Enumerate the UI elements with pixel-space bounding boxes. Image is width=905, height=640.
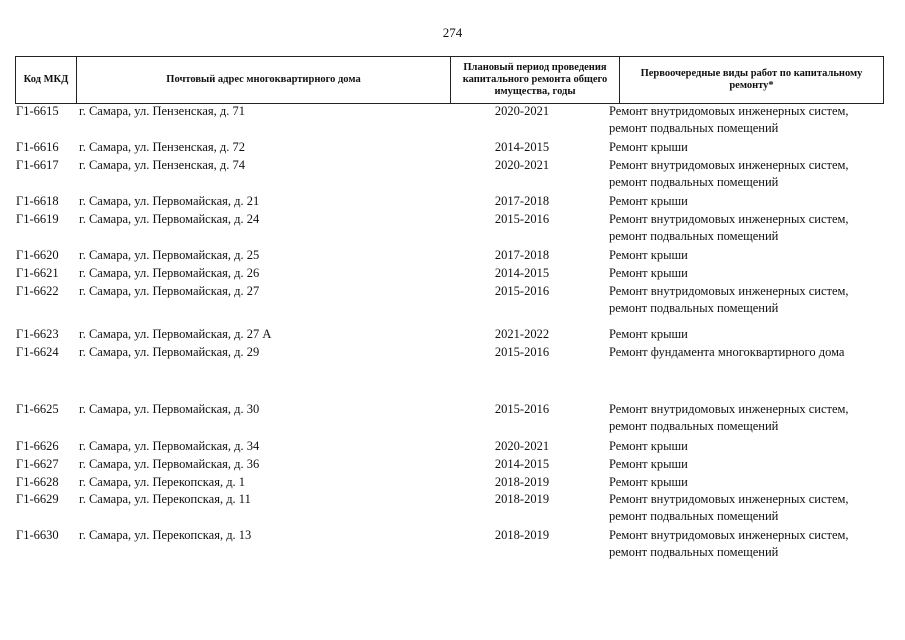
row-works: Ремонт крыши xyxy=(609,457,688,471)
row-period: 2018-2019 xyxy=(494,492,550,506)
row-works: Ремонт крыши xyxy=(609,327,688,341)
row-works: Ремонт крыши xyxy=(609,475,688,489)
row-code: Г1-6615 xyxy=(16,104,59,118)
row-works-cont: ремонт подвальных помещений xyxy=(609,121,779,135)
row-code: Г1-6625 xyxy=(16,402,59,416)
row-address: г. Самара, ул. Перекопская, д. 1 xyxy=(79,475,246,489)
header-works: Первоочередные виды работ по капитальному ремонту* xyxy=(619,57,884,103)
row-works: Ремонт внутридомовых инженерных систем, xyxy=(609,284,849,298)
row-address: г. Самара, ул. Первомайская, д. 29 xyxy=(79,345,260,359)
row-period: 2020-2021 xyxy=(494,104,550,118)
row-works-cont: ремонт подвальных помещений xyxy=(609,419,779,433)
row-works-cont: ремонт подвальных помещений xyxy=(609,545,779,559)
row-works: Ремонт фундамента многоквартирного дома xyxy=(609,345,845,359)
row-code: Г1-6629 xyxy=(16,492,59,506)
row-works: Ремонт внутридомовых инженерных систем, xyxy=(609,528,849,542)
row-works: Ремонт внутридомовых инженерных систем, xyxy=(609,158,849,172)
row-period: 2015-2016 xyxy=(494,284,550,298)
row-address: г. Самара, ул. Первомайская, д. 36 xyxy=(79,457,260,471)
row-code: Г1-6626 xyxy=(16,439,59,453)
row-period: 2015-2016 xyxy=(494,402,550,416)
row-period: 2020-2021 xyxy=(494,158,550,172)
row-address: г. Самара, ул. Первомайская, д. 24 xyxy=(79,212,260,226)
row-works: Ремонт внутридомовых инженерных систем, xyxy=(609,402,849,416)
header-period: Плановый период проведения капитального ремонта общего имущества, годы xyxy=(450,57,619,103)
row-period: 2014-2015 xyxy=(494,266,550,280)
row-works-cont: ремонт подвальных помещений xyxy=(609,175,779,189)
row-address: г. Самара, ул. Первомайская, д. 25 xyxy=(79,248,260,262)
row-period: 2021-2022 xyxy=(494,327,550,341)
row-address: г. Самара, ул. Первомайская, д. 27 А xyxy=(79,327,272,341)
row-works: Ремонт крыши xyxy=(609,194,688,208)
row-address: г. Самара, ул. Перекопская, д. 11 xyxy=(79,492,251,506)
row-code: Г1-6619 xyxy=(16,212,59,226)
row-period: 2015-2016 xyxy=(494,212,550,226)
row-code: Г1-6624 xyxy=(16,345,59,359)
row-address: г. Самара, ул. Первомайская, д. 21 xyxy=(79,194,260,208)
row-address: г. Самара, ул. Первомайская, д. 34 xyxy=(79,439,260,453)
row-address: г. Самара, ул. Перекопская, д. 13 xyxy=(79,528,252,542)
row-period: 2017-2018 xyxy=(494,194,550,208)
row-code: Г1-6617 xyxy=(16,158,59,172)
row-works: Ремонт крыши xyxy=(609,140,688,154)
header-code: Код МКД xyxy=(15,57,76,103)
row-address: г. Самара, ул. Пензенская, д. 74 xyxy=(79,158,245,172)
row-code: Г1-6620 xyxy=(16,248,59,262)
row-address: г. Самара, ул. Первомайская, д. 27 xyxy=(79,284,260,298)
row-code: Г1-6621 xyxy=(16,266,59,280)
row-period: 2018-2019 xyxy=(494,528,550,542)
row-address: г. Самара, ул. Пензенская, д. 72 xyxy=(79,140,245,154)
row-works: Ремонт крыши xyxy=(609,266,688,280)
row-period: 2014-2015 xyxy=(494,457,550,471)
row-code: Г1-6627 xyxy=(16,457,59,471)
header-address: Почтовый адрес многоквартирного дома xyxy=(76,57,450,103)
row-works-cont: ремонт подвальных помещений xyxy=(609,301,779,315)
row-address: г. Самара, ул. Первомайская, д. 26 xyxy=(79,266,260,280)
row-period: 2014-2015 xyxy=(494,140,550,154)
row-address: г. Самара, ул. Пензенская, д. 71 xyxy=(79,104,245,118)
row-code: Г1-6630 xyxy=(16,528,59,542)
row-code: Г1-6622 xyxy=(16,284,59,298)
page-number: 274 xyxy=(442,25,463,40)
row-works-cont: ремонт подвальных помещений xyxy=(609,229,779,243)
row-code: Г1-6616 xyxy=(16,140,59,154)
row-code: Г1-6623 xyxy=(16,327,59,341)
table-header xyxy=(15,56,884,104)
row-works: Ремонт крыши xyxy=(609,439,688,453)
row-works: Ремонт крыши xyxy=(609,248,688,262)
row-code: Г1-6618 xyxy=(16,194,59,208)
row-period: 2020-2021 xyxy=(494,439,550,453)
row-address: г. Самара, ул. Первомайская, д. 30 xyxy=(79,402,260,416)
row-code: Г1-6628 xyxy=(16,475,59,489)
row-works: Ремонт внутридомовых инженерных систем, xyxy=(609,212,849,226)
row-works: Ремонт внутридомовых инженерных систем, xyxy=(609,492,849,506)
row-period: 2015-2016 xyxy=(494,345,550,359)
row-works: Ремонт внутридомовых инженерных систем, xyxy=(609,104,849,118)
row-works-cont: ремонт подвальных помещений xyxy=(609,509,779,523)
row-period: 2017-2018 xyxy=(494,248,550,262)
row-period: 2018-2019 xyxy=(494,475,550,489)
